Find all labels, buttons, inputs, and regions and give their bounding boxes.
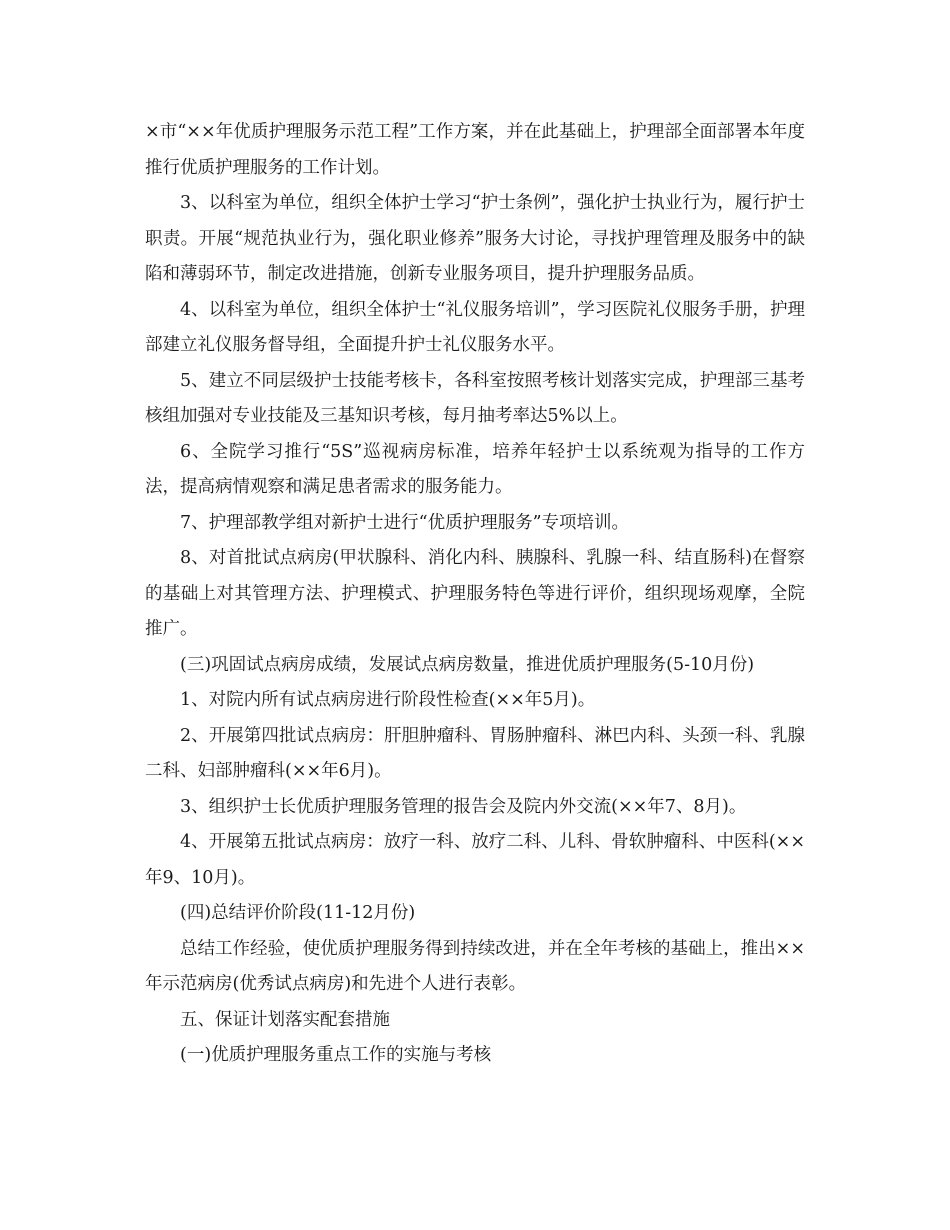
- section-heading-phase-4: (四)总结评价阶段(11-12月份): [180, 903, 416, 923]
- document-body: [145, 115, 805, 1074]
- paragraph-item-5-skills: 5、建立不同层级护士技能考核卡，各科室按照考核计划落实完成，护理部三基考核组加强对专业技能及三基知识考核，每月抽考率达5%以上。: [145, 370, 805, 426]
- paragraph-plan-intro: ×市“××年优质护理服务示范工程”工作方案，并在此基础上，护理部全面部署本年度推行优质护理服务的工作计划。: [145, 122, 805, 178]
- paragraph-item-4-etiquette: 4、以科室为单位，组织全体护士“礼仪服务培训”，学习医院礼仪服务手册，护理部建立礼仪服务督导组，全面提升护士礼仪服务水平。: [145, 299, 805, 355]
- paragraph-item-6-5s: 6、全院学习推行“5S”巡视病房标准，培养年轻护士以系统观为指导的工作方法，提高病情观察和满足患者需求的服务能力。: [145, 441, 805, 497]
- paragraph-phase3-item-1: 1、对院内所有试点病房进行阶段性检查(××年5月)。: [180, 690, 596, 710]
- paragraph-summary: 总结工作经验，使优质护理服务得到持续改进，并在全年考核的基础上，推出××年示范病房(优秀试点病房)和先进个人进行表彰。: [145, 938, 805, 994]
- subsection-heading-one: (一)优质护理服务重点工作的实施与考核: [180, 1045, 492, 1065]
- section-heading-five: 五、保证计划落实配套措施: [180, 1009, 390, 1030]
- section-heading-phase-3: (三)巩固试点病房成绩，发展试点病房数量，推进优质护理服务(5-10月份): [180, 654, 755, 675]
- paragraph-item-8-pilot-wards: 8、对首批试点病房(甲状腺科、消化内科、胰腺科、乳腺一科、结直肠科)在督察的基础上对其管理方法、护理模式、护理服务特色等进行评价，组织现场观摩，全院推广。: [145, 548, 805, 639]
- paragraph-item-3-regulations: 3、以科室为单位，组织全体护士学习“护士条例”，强化护士执业行为，履行护士职责。开展“规范执业行为，强化职业修养”服务大讨论，寻找护理管理及服务中的缺陷和薄弱环节，制定改进措施，创新专业服务项目，提升护理服务品质。: [145, 193, 805, 284]
- paragraph-item-7-training: 7、护理部教学组对新护士进行“优质护理服务”专项培训。: [180, 512, 630, 533]
- paragraph-phase3-item-2: 2、开展第四批试点病房：肝胆肿瘤科、胃肠肿瘤科、淋巴内科、头颈一科、乳腺二科、妇部肿瘤科(××年6月)。: [145, 725, 805, 781]
- paragraph-phase3-item-3: 3、组织护士长优质护理服务管理的报告会及院内外交流(××年7、8月)。: [180, 796, 747, 817]
- paragraph-phase3-item-4: 4、开展第五批试点病房：放疗一科、放疗二科、儿科、骨软肿瘤科、中医科(××年9、10月)。: [145, 832, 805, 888]
